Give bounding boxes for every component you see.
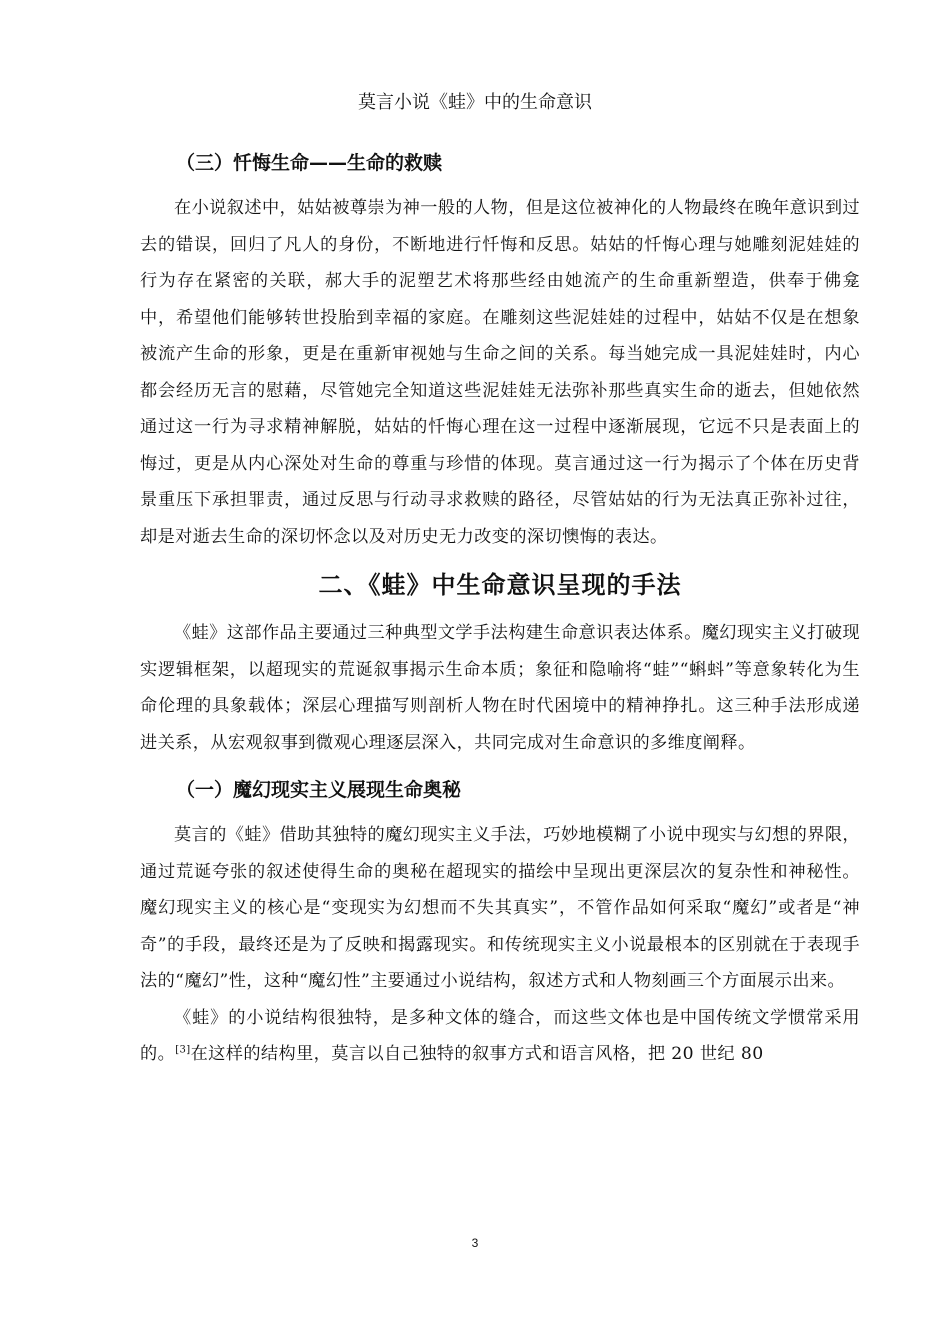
body-paragraph: 莫言的《蛙》借助其独特的魔幻现实主义手法，巧妙地模糊了小说中现实与幻想的界限，通过荒诞夸张的叙述使得生命的奥秘在超现实的描绘中呈现出更深层次的复杂性和神秘性。魔幻现实主义的核心是“变现实为幻想而不失其真实”，不管作品如何采取“魔幻”或者是“神奇”的手段，最终还是为了反映和揭露现实。和传统现实主义小说最根本的区别就在于表现手法的“魔幻”性，这种“魔幻性”主要通过小说结构，叙述方式和人物刻画三个方面展示出来。 <box>140 825 860 991</box>
chapter-heading-2: 二、《蛙》中生命意识呈现的手法 <box>318 571 682 599</box>
running-header: 莫言小说《蛙》中的生命意识 <box>358 92 592 113</box>
paragraph-text: 《蛙》的小说结构很独特，是多种文体的缝合，而这些文体也是中国传统文学惯常采用的。 <box>140 1007 860 1064</box>
citation-marker: [3] <box>175 1044 191 1056</box>
section-heading-3: （三）忏悔生命——生命的救赎 <box>176 152 443 174</box>
paragraph-text: 在这样的结构里，莫言以自己独特的叙事方式和语言风格，把 20 世纪 80 <box>190 1044 764 1064</box>
body-paragraph: 在小说叙述中，姑姑被尊崇为神一般的人物，但是这位被神化的人物最终在晚年意识到过去的错误，回归了凡人的身份，不断地进行忏悔和反思。姑姑的忏悔心理与她雕刻泥娃娃的行为存在紧密的关联，郝大手的泥塑艺术将那些经由她流产的生命重新塑造，供奉于佛龛中，希望他们能够转世投胎到幸福的家庭。在雕刻这些泥娃娃的过程中，姑姑不仅是在想象被流产生命的形象，更是在重新审视她与生命之间的关系。每当她完成一具泥娃娃时，内心都会经历无言的慰藉，尽管她完全知道这些泥娃娃无法弥补那些真实生命的逝去，但她依然通过这一行为寻求精神解脱，姑姑的忏悔心理在这一过程中逐渐展现，它远不只是表面上的悔过，更是从内心深处对生命的尊重与珍惜的体现。莫言通过这一行为揭示了个体在历史背景重压下承担罪责，通过反思与行动寻求救赎的路径，尽管姑姑的行为无法真正弥补过往，却是对逝去生命的深切怀念以及对历史无力改变的深切懊悔的表达。 <box>140 198 860 547</box>
page-body <box>140 148 860 1073</box>
page-number: 3 <box>471 1236 479 1250</box>
section-heading-1: （一）魔幻现实主义展现生命奥秘 <box>176 779 462 801</box>
body-paragraph: 《蛙》这部作品主要通过三种典型文学手法构建生命意识表达体系。魔幻现实主义打破现实逻辑框架，以超现实的荒诞叙事揭示生命本质；象征和隐喻将“蛙”“蝌蚪”等意象转化为生命伦理的具象载体；深层心理描写则剖析人物在时代困境中的精神挣扎。这三种手法形成递进关系，从宏观叙事到微观心理逐层深入，共同完成对生命意识的多维度阐释。 <box>140 623 860 753</box>
body-paragraph <box>140 1000 860 1073</box>
